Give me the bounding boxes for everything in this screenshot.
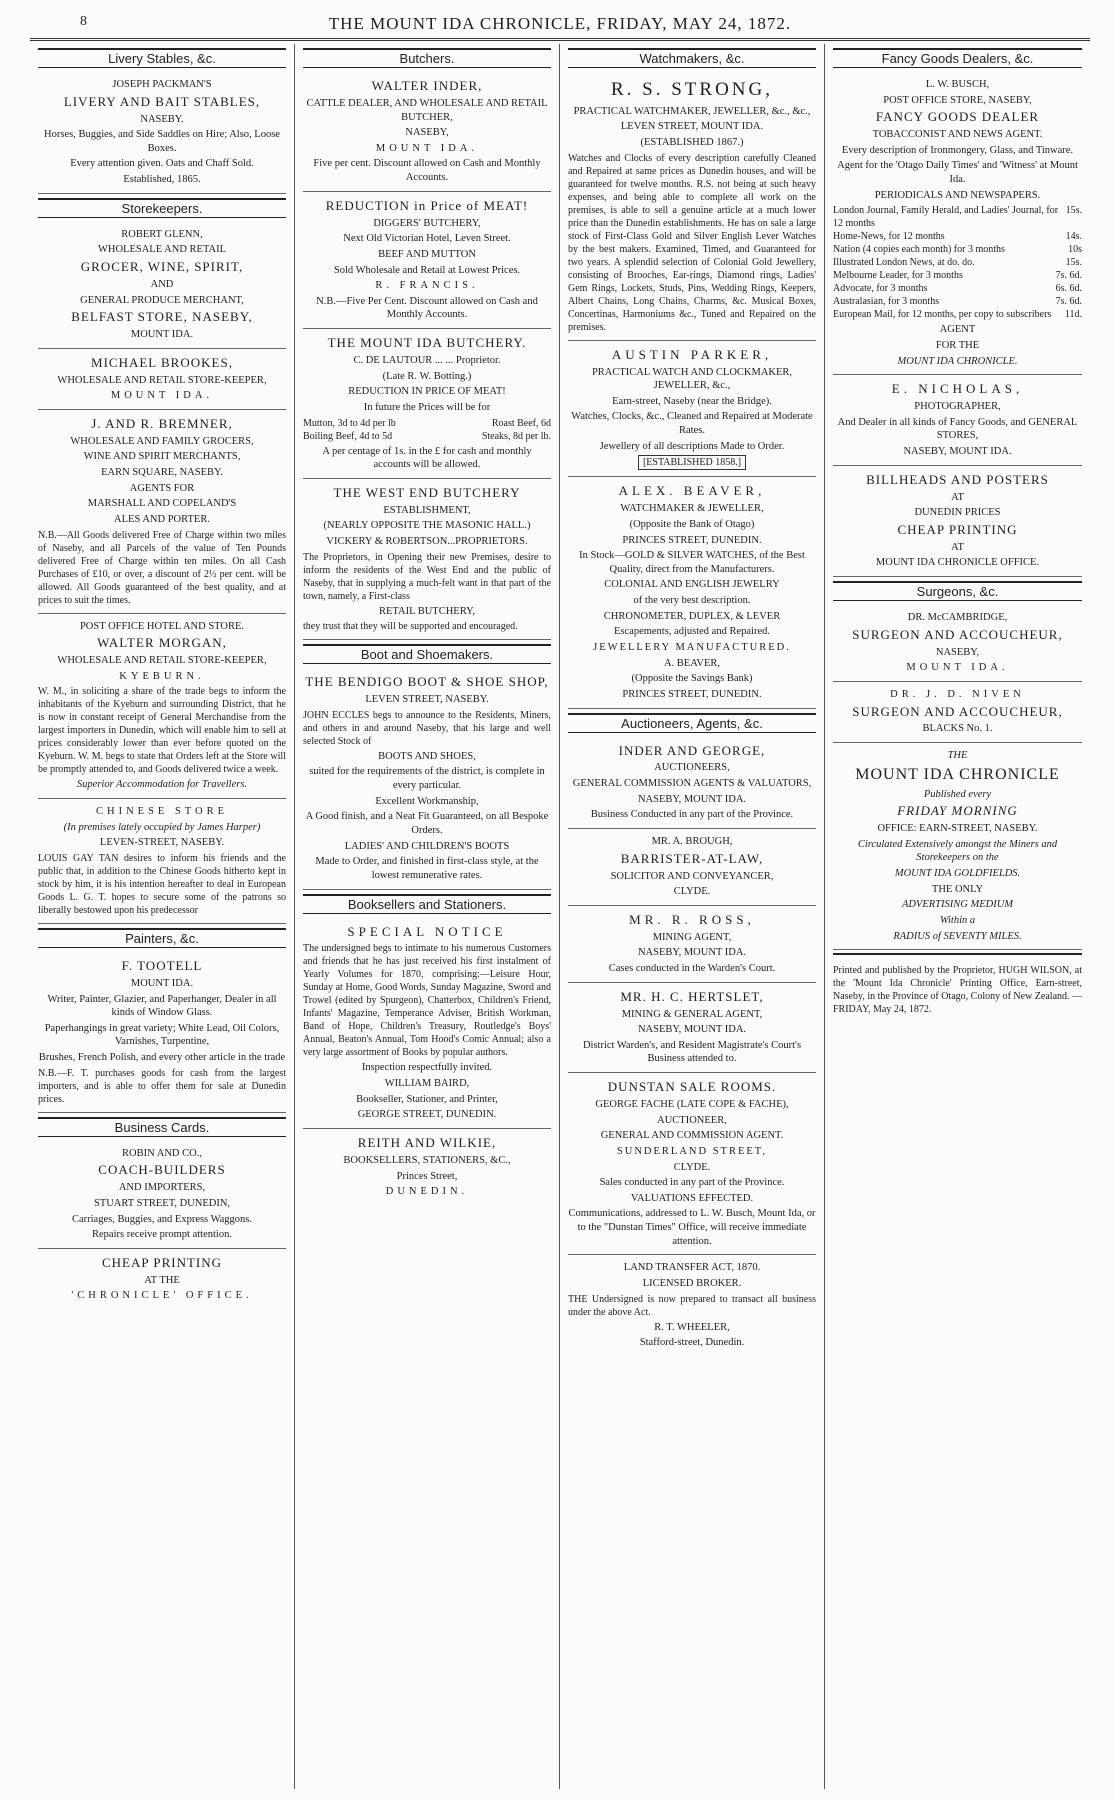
ad-title: THE BENDIGO BOOT & SHOE SHOP,: [305, 674, 549, 690]
ad-line: TOBACCONIST AND NEWS AGENT.: [872, 129, 1043, 141]
ad-mccambridge: [833, 605, 1082, 682]
ad-body: JOHN ECCLES begs to announce to the Residents, Miners, and others in and around Naseby, that his large and well selected Stock of: [303, 709, 551, 747]
ad-line: WHOLESALE AND RETAIL STORE-KEEPER,: [57, 655, 267, 667]
ad-line: CATTLE DEALER, AND WHOLESALE AND RETAIL BUTCHER,: [306, 97, 548, 123]
ad-line: MOUNT IDA CHRONICLE.: [897, 355, 1018, 367]
ad-line: STUART STREET, DUNEDIN,: [93, 1197, 231, 1209]
ad-line: (Opposite the Bank of Otago): [629, 518, 755, 530]
ad-title: MOUNT IDA CHRONICLE: [855, 765, 1060, 783]
ad-line: Within a: [939, 914, 976, 926]
ad-line: BOOTS AND SHOES,: [378, 750, 476, 762]
price-list-row: [833, 295, 1082, 308]
price-list-item: Australasian, for 3 months: [833, 296, 940, 308]
ad-line: MOUNT IDA.: [375, 142, 479, 154]
section-watchmakers: Watchmakers, &c.: [568, 48, 816, 68]
ad-tootell: [38, 952, 286, 1113]
ad-line: WHOLESALE AND RETAIL: [97, 244, 227, 256]
ad-line: BELFAST STORE, NASEBY,: [71, 309, 253, 325]
ad-line: MARSHALL AND COPELAND'S: [87, 498, 237, 510]
ad-line: Earn-street, Naseby (near the Bridge).: [612, 395, 772, 407]
ad-line: NASEBY, MOUNT IDA.: [637, 793, 747, 805]
ad-parker: [568, 341, 816, 478]
price-list-item: European Mail, for 12 months, per copy to subscribers: [833, 309, 1052, 321]
ad-title: BARRISTER-AT-LAW,: [620, 850, 764, 866]
ad-line: PRACTICAL WATCHMAKER, JEWELLER, &c., &c.,: [573, 105, 811, 117]
ad-line: RETAIL BUTCHERY,: [379, 605, 475, 617]
imprint-text: Printed and published by the Proprietor, HUGH WILSON, at the 'Mount Ida Chronicle' Printing Office, Earn-street, Naseby, in the Province of Otago, Colony of New Zealand. —FRIDAY, May 24, 1872.: [833, 965, 1083, 1016]
ad-line: WHOLESALE AND RETAIL STORE-KEEPER,: [57, 374, 267, 386]
ad-line: JEWELLERY MANUFACTURED.: [593, 642, 791, 653]
ad-title: BILLHEADS AND POSTERS: [866, 471, 1049, 487]
ad-title: THE WEST END BUTCHERY: [333, 484, 521, 500]
ad-line: Escapements, adjusted and Repaired.: [614, 626, 770, 638]
ad-line: MINING & GENERAL AGENT,: [621, 1008, 763, 1020]
ad-imprint: [833, 958, 1082, 1022]
ad-line: Circulated Extensively amongst the Miners and Storekeepers on the: [857, 838, 1058, 864]
ad-line: POST OFFICE HOTEL AND STORE.: [79, 620, 245, 632]
ad-line: LADIES' AND CHILDREN'S BOOTS: [344, 840, 510, 852]
ad-line: WINE AND SPIRIT MERCHANTS,: [83, 451, 241, 463]
ad-line: ROBERT GLENN,: [121, 228, 203, 240]
ad-title: FANCY GOODS DEALER: [875, 109, 1040, 125]
ad-line: SUNDERLAND STREET,: [616, 1145, 768, 1157]
price-list-item: Nation (4 copies each month) for 3 months: [833, 244, 1005, 256]
ad-line: THE ONLY: [931, 883, 984, 895]
ad-line: GEORGE STREET, DUNEDIN.: [357, 1109, 497, 1121]
ad-body: W. M., in soliciting a share of the trade begs to inform the inhabitants of the Kyeburn and surrounding District, that he is now in constant receipt of General Merchandise from the largest importers in Dunedin, which will enable him to sell at prices considerably lower than ever before quoted on the Kyeburn. W. M. begs to state that Orders left at the Store will be promptly attended to, and Goods delivered twice a week.: [38, 686, 286, 776]
ad-title: WALTER MORGAN,: [97, 635, 227, 651]
ad-reith: [303, 1129, 551, 1205]
price-list-price: 15s.: [1065, 205, 1082, 217]
ad-line: (ESTABLISHED 1867.): [640, 136, 744, 148]
ad-dunstan: [568, 1073, 816, 1255]
ad-line: Superior Accommodation for Travellers.: [76, 779, 248, 791]
ad-line: In Stock—GOLD & SILVER WATCHES, of the Best Quality, direct from the Manufacturers.: [579, 550, 805, 575]
ad-line: LICENSED BROKER.: [642, 1278, 742, 1290]
ad-line: Published every: [923, 788, 992, 800]
ad-line: Business Conducted in any part of the Province.: [590, 809, 794, 821]
ad-chinese-store: [38, 799, 286, 924]
ad-title: SURGEON AND ACCOUCHEUR,: [852, 703, 1063, 719]
ad-line: DR. McCAMBRIDGE,: [907, 612, 1008, 624]
price-list-item: Melbourne Leader, for 3 months: [833, 270, 963, 282]
ad-line: Paperhangings in great variety; White Lead, Oil Colors, Varnishes, Turpentine,: [44, 1022, 280, 1048]
ad-line: AND: [150, 278, 174, 290]
established-box: [ESTABLISHED 1858.]: [638, 455, 746, 470]
ad-title: WALTER INDER,: [371, 78, 483, 93]
ad-line: MR. A. BROUGH,: [651, 836, 733, 848]
ad-body: THE Undersigned is now prepared to transact all business under the above Act.: [568, 1293, 816, 1318]
ad-title: THE MOUNT IDA BUTCHERY.: [327, 335, 527, 351]
ad-line: FRIDAY MORNING: [897, 803, 1018, 819]
ad-line: Sales conducted in any part of the Province.: [599, 1177, 785, 1189]
ad-line: ADVERTISING MEDIUM: [901, 899, 1014, 911]
price-list-price: 14s.: [1065, 231, 1082, 243]
ad-line: PHOTOGRAPHER,: [914, 401, 1001, 413]
ad-line: AUCTIONEERS,: [654, 762, 730, 774]
ad-brookes: [38, 349, 286, 410]
ad-line: ROBIN AND CO.,: [122, 1147, 202, 1159]
ad-body: N.B.—F. T. purchases goods for cash from the largest importers, and is able to offer them for sale at Dunedin prices.: [38, 1067, 286, 1105]
ad-title: MICHAEL BROOKES,: [91, 354, 233, 370]
divider: [833, 953, 1082, 955]
ad-line: WILLIAM BAIRD,: [384, 1078, 470, 1090]
ad-line: Sold Wholesale and Retail at Lowest Prices.: [333, 264, 521, 276]
ad-title: REITH AND WILKIE,: [357, 1135, 497, 1151]
ad-line: L. W. BUSCH,: [925, 79, 990, 90]
ad-line: VALUATIONS EFFECTED.: [630, 1192, 754, 1204]
price-cell: Mutton, 3d to 4d per lb: [303, 417, 396, 429]
ad-billheads: [833, 466, 1082, 577]
ad-line: MOUNT IDA.: [906, 662, 1009, 674]
ad-robin: [38, 1141, 286, 1249]
ad-line: A Good finish, and a Neat Fit Guaranteed, on all Bespoke Orders.: [305, 811, 549, 837]
section-fancy-goods: Fancy Goods Dealers, &c.: [833, 48, 1082, 68]
section-surgeons: Surgeons, &c.: [833, 581, 1082, 601]
ad-line: Excellent Workmanship,: [375, 795, 479, 807]
ad-line: Communications, addressed to L. W. Busch, Mount Ida, or to the "Dunstan Times" Office, will receive immediate attention.: [568, 1208, 816, 1247]
ad-line: R. FRANCIS.: [375, 280, 479, 292]
ad-beaver: [568, 477, 816, 708]
ad-diggers-butchery: [303, 192, 551, 329]
ad-morgan: [38, 614, 286, 799]
ad-line: ALES AND PORTER.: [114, 513, 210, 525]
ad-line: A per centage of 1s. in the £ for cash and monthly accounts will be allowed.: [322, 445, 532, 471]
ad-line: AGENT: [939, 324, 976, 336]
ad-line: Inspection respectfully invited.: [361, 1062, 493, 1074]
ad-line: CLYDE.: [673, 1161, 711, 1173]
ad-line: Brushes, French Polish, and every other article in the trade: [38, 1052, 286, 1064]
ad-body: LOUIS GAY TAN desires to inform his friends and the public that, in addition to the Chinese Goods hitherto kept in stock by him, it is his intention hereafter to deal in European Goods L. G. T. hopes to secure some of the patrons so liberally bestowed upon his predecessor: [38, 853, 286, 916]
ad-line: VICKERY & ROBERTSON...PROPRIETORS.: [326, 536, 528, 548]
price-list-item: Advocate, for 3 months: [833, 283, 928, 295]
price-cell: Steaks, 8d per lb.: [481, 430, 551, 442]
ad-line: THE: [947, 750, 968, 762]
ad-line: A. BEAVER,: [663, 657, 721, 669]
ad-line: 'CHRONICLE' OFFICE.: [71, 1290, 253, 1302]
ad-line: LEVEN STREET, MOUNT IDA.: [620, 121, 764, 133]
ad-line: Stafford-street, Dunedin.: [639, 1337, 745, 1349]
price-row: [303, 417, 551, 430]
ad-hertslet: [568, 983, 816, 1073]
section-livery: Livery Stables, &c.: [38, 48, 286, 68]
ad-glenn: [38, 222, 286, 349]
ad-line: (NEARLY OPPOSITE THE MASONIC HALL.): [323, 520, 531, 532]
ad-title: SURGEON AND ACCOUCHEUR,: [852, 626, 1063, 642]
ad-title: CHINESE STORE: [95, 806, 229, 818]
ad-line: (In premises lately occupied by James Harper): [63, 821, 261, 833]
price-list-row: [833, 308, 1082, 321]
ad-title: SPECIAL NOTICE: [347, 923, 507, 939]
ad-line: AT: [951, 491, 964, 503]
ad-line: (Opposite the Savings Bank): [631, 673, 753, 685]
ad-land-transfer: [568, 1255, 816, 1356]
ad-title: COACH-BUILDERS: [98, 1162, 226, 1178]
ad-baird: [303, 918, 551, 1129]
ad-title: REDUCTION in Price of MEAT!: [325, 197, 529, 213]
ad-title: LIVERY AND BAIT STABLES,: [63, 93, 261, 109]
ad-chronicle: [833, 743, 1082, 950]
ad-line: WATCHMAKER & JEWELLER,: [620, 503, 764, 515]
periodical-price-list: [833, 204, 1082, 321]
ad-line: DIGGERS' BUTCHERY,: [373, 217, 481, 229]
price-list-row: [833, 243, 1082, 256]
section-butchers: Butchers.: [303, 48, 551, 68]
ad-mount-ida-butchery: [303, 329, 551, 479]
ad-title: E. NICHOLAS,: [891, 381, 1024, 397]
ad-line: Every attention given. Oats and Chaff Sold.: [70, 158, 254, 170]
ad-line: And Dealer in all kinds of Fancy Goods, and GENERAL STORES,: [837, 416, 1078, 442]
ad-line: EARN SQUARE, NASEBY.: [101, 467, 223, 479]
ad-line: AUCTIONEER,: [657, 1114, 727, 1126]
ad-line: MINING AGENT,: [652, 931, 732, 943]
ad-line: GENERAL COMMISSION AGENTS & VALUATORS,: [572, 778, 812, 790]
ad-busch: [833, 72, 1082, 375]
ad-line: BLACKS No. 1.: [922, 723, 993, 735]
ad-line: Cases conducted in the Warden's Court.: [608, 963, 776, 974]
ad-line: PRINCES STREET, DUNEDIN.: [622, 534, 762, 546]
columns: [30, 44, 1090, 1789]
ad-line: MOUNT IDA.: [130, 329, 194, 341]
ad-line: Jewellery of all descriptions Made to Order.: [599, 440, 785, 452]
ad-line: ESTABLISHMENT,: [383, 504, 471, 516]
price-list-item: Home-News, for 12 months: [833, 231, 945, 243]
price-list-row: [833, 269, 1082, 282]
price-list-row: [833, 256, 1082, 269]
price-list-row: [833, 282, 1082, 295]
ad-line: In future the Prices will be for: [363, 401, 491, 413]
ad-line: Horses, Buggies, and Side Saddles on Hire; Also, Loose Boxes.: [44, 129, 280, 154]
ad-line: AGENTS FOR: [129, 482, 195, 494]
ad-line: DUNEDIN PRICES: [914, 507, 1001, 519]
ad-line: BEEF AND MUTTON: [378, 248, 476, 260]
ad-line: Established, 1865.: [123, 174, 201, 186]
ad-line: Next Old Victorian Hotel, Leven Street.: [343, 233, 511, 245]
price-cell: Boiling Beef, 4d to 5d: [303, 430, 393, 442]
ad-title: DUNSTAN SALE ROOMS.: [607, 1079, 777, 1095]
ad-line: JOSEPH PACKMAN'S: [112, 79, 212, 90]
price-list-price: 10s: [1068, 244, 1082, 256]
price-row: [303, 430, 551, 443]
price-list-price: 15s.: [1065, 257, 1082, 269]
price-list-price: 6s. 6d.: [1055, 283, 1082, 295]
ad-title: R. S. STRONG,: [611, 79, 773, 100]
column-4: [825, 44, 1090, 1789]
ad-line: PRINCES STREET, DUNEDIN.: [622, 688, 762, 700]
ad-line: FOR THE: [935, 340, 980, 352]
ad-line: C. DE LAUTOUR ... ... Proprietor.: [353, 355, 501, 366]
ad-line: NASEBY, MOUNT IDA.: [637, 1024, 747, 1036]
ad-line: RADIUS of SEVENTY MILES.: [893, 930, 1022, 942]
ad-line: BOOKSELLERS, STATIONERS, &C.,: [343, 1154, 511, 1166]
ad-line: CLYDE.: [673, 886, 711, 898]
ad-line: REDUCTION IN PRICE OF MEAT!: [348, 386, 506, 398]
ad-line: Princes Street,: [396, 1170, 458, 1182]
ad-title: F. TOOTELL: [121, 958, 203, 973]
price-list-price: 7s. 6d.: [1055, 270, 1082, 282]
ad-title: MR. H. C. HERTSLET,: [620, 988, 764, 1004]
ad-line: COLONIAL AND ENGLISH JEWELRY: [604, 579, 780, 591]
newspaper-title: THE MOUNT IDA CHRONICLE, FRIDAY, MAY 24, 1872.: [328, 14, 792, 33]
price-list-row: [833, 230, 1082, 243]
ad-line: Bookseller, Stationer, and Printer,: [356, 1093, 498, 1105]
ad-line: LEVEN STREET, NASEBY.: [365, 694, 489, 706]
ad-line: DR. J. D. NIVEN: [890, 688, 1025, 700]
ad-west-end-butchery: [303, 479, 551, 640]
ad-ross: [568, 906, 816, 983]
ad-line: SOLICITOR AND CONVEYANCER,: [610, 870, 774, 882]
price-list-row: [833, 204, 1082, 230]
price-list-price: 7s. 6d.: [1055, 296, 1082, 308]
ad-niven: [833, 682, 1082, 743]
ad-line: PRACTICAL WATCH AND CLOCKMAKER, JEWELLER, &c.,: [591, 366, 793, 392]
ad-line: AT THE: [144, 1274, 180, 1286]
ad-line: suited for the requirements of the district, is complete in every particular.: [309, 766, 545, 792]
ad-cheap-printing: [38, 1249, 286, 1309]
column-3: [560, 44, 825, 1789]
ad-line: Every description of Ironmongery, Glass, and Tinware.: [841, 144, 1074, 156]
ad-brough: [568, 829, 816, 906]
ad-inder: [303, 72, 551, 192]
column-1: [30, 44, 295, 1789]
ad-title: J. AND R. BREMNER,: [91, 415, 233, 431]
ad-title: AUSTIN PARKER,: [611, 346, 773, 362]
ad-nicholas: [833, 375, 1082, 465]
ad-line: (Late R. W. Botting.): [382, 370, 472, 382]
ad-line: OFFICE: EARN-STREET, NASEBY.: [877, 823, 1038, 835]
ad-line: Writer, Painter, Glazier, and Paperhanger, Dealer in all kinds of Window Glass.: [47, 993, 277, 1019]
ad-line: NASEBY, MOUNT IDA.: [903, 446, 1012, 458]
ad-line: DUNEDIN.: [385, 1186, 469, 1198]
ad-line: NASEBY, MOUNT IDA.: [637, 947, 747, 959]
ad-line: AT: [951, 541, 964, 553]
price-list-item: London Journal, Family Herald, and Ladies' Journal, for 12 months: [833, 205, 1059, 230]
ad-line: GENERAL AND COMMISSION AGENT.: [600, 1130, 784, 1142]
column-2: [295, 44, 560, 1789]
ad-title: CHEAP PRINTING: [897, 521, 1018, 537]
ad-bremner: [38, 410, 286, 614]
ad-line: Agent for the 'Otago Daily Times' and 'Witness' at Mount Ida.: [837, 160, 1078, 186]
ad-body: The undersigned begs to intimate to his numerous Customers and friends that he has just received his first instalment of Yearly Volumes for 1870, comprising:—Leisure Hour, Sunday at Home, Good Words, Sunday Magazine, Sword and Trowel (edited by Spurgeon), Chatterbox, Children's Friend, Infants' Magazine, Temperance Adviser, British Workman, Band of Hope, Children's Treasury, Routledge's Boys' Annual, Beaton's Annual, Tom Hood's Comic Annual; also a very large assortment of Books by popular authors.: [303, 943, 551, 1059]
ad-line: MOUNT IDA CHRONICLE OFFICE.: [875, 557, 1040, 569]
section-painters: Painters, &c.: [38, 928, 286, 948]
page-number: 8: [80, 14, 87, 29]
section-business-cards: Business Cards.: [38, 1117, 286, 1137]
ad-line: R. T. WHEELER,: [654, 1321, 730, 1333]
section-storekeepers: Storekeepers.: [38, 198, 286, 218]
ad-line: Five per cent. Discount allowed on Cash and Monthly Accounts.: [313, 158, 541, 184]
ad-body: Watches and Clocks of every description carefully Cleaned and Repaired at same prices as Dunedin houses, and will be guaranteed for twelve months. R.S. not being at such heavy expenses, and being able to complete all work on the premises, is able to sell a genuine article at a much lower price than the Dunedin establishments. He has on sale a large stock of First-Class Gold and Silver English Lever Watches by the best makers. Examined, Timed, and Guaranteed for two years. A splendid selection of Colonial Gold Jewellery, consisting of Brooches, Ear-rings, Diamond rings, Ladies' Gem Rings, Lockets, Studs, Pins, Wedding Rings, Keepers, Albert Chains, Long Chains, Charms, &c. Musical Boxes, Concertinas, Harmoniums &c., Tuned and Repaired on the premises.: [568, 152, 816, 333]
ad-line: MOUNT IDA.: [110, 390, 214, 402]
ad-title: ALEX. BEAVER,: [618, 483, 766, 499]
ad-line: District Warden's, and Resident Magistrate's Court's Business attended to.: [582, 1039, 802, 1065]
ad-title: MR. R. ROSS,: [629, 911, 755, 927]
ad-line: KYEBURN.: [119, 670, 205, 682]
ad-body: they trust that they will be supported and encouraged.: [303, 621, 518, 633]
ad-body: The Proprietors, in Opening their new Premises, desire to inform the residents of the West End and the public of Naseby, that in supplying a much-felt want in that part of the town, namely, a First-class: [303, 551, 551, 602]
ad-line: GEORGE FACHE (LATE COPE & FACHE),: [595, 1098, 789, 1110]
ad-line: Made to Order, and finished in first-class style, at the lowest remunerative rates.: [315, 856, 539, 881]
ad-line: POST OFFICE STORE, NASEBY,: [883, 94, 1032, 106]
ad-line: Carriages, Buggies, and Express Waggons.: [71, 1213, 253, 1225]
ad-line: NASEBY,: [935, 646, 980, 658]
ad-strong: [568, 72, 816, 341]
ad-title: GROCER, WINE, SPIRIT,: [80, 259, 244, 275]
price-cell: Roast Beef, 6d: [491, 417, 551, 429]
ad-title: INDER AND GEORGE,: [618, 742, 766, 758]
ad-line: NASEBY,: [405, 127, 449, 139]
ad-line: N.B.—Five Per Cent. Discount allowed on Cash and Monthly Accounts.: [316, 295, 538, 321]
ad-line: WHOLESALE AND FAMILY GROCERS,: [70, 435, 254, 447]
ad-line: Watches, Clocks, &c., Cleaned and Repaired at Moderate Rates.: [571, 411, 813, 437]
ad-line: Repairs receive prompt attention.: [92, 1229, 232, 1241]
ad-line: LEVEN-STREET, NASEBY.: [99, 837, 225, 849]
ad-body: N.B.—All Goods delivered Free of Charge within two miles of Naseby, and all Parcels of the value of Ten Pounds delivered Free of Charge within ten miles. On all Cash Purchases of £10, or over, a discount of 2½ per cent. will be allowed. All Goods guaranteed of the best quality, and at prices to suit the times.: [38, 529, 286, 606]
ad-line: LAND TRANSFER ACT, 1870.: [623, 1262, 761, 1274]
section-boot: Boot and Shoemakers.: [303, 644, 551, 664]
ad-bendigo: [303, 668, 551, 889]
ad-line: MOUNT IDA GOLDFIELDS.: [894, 867, 1021, 879]
section-auctioneers: Auctioneers, Agents, &c.: [568, 713, 816, 733]
price-list-price: 11d.: [1064, 309, 1082, 321]
ad-line: MOUNT IDA.: [130, 977, 194, 989]
price-list-item: Illustrated London News, at do. do.: [833, 257, 975, 269]
ad-line: AND IMPORTERS,: [118, 1182, 206, 1194]
ad-line: CHRONOMETER, DUPLEX, & LEVER: [603, 610, 781, 622]
ad-line: GENERAL PRODUCE MERCHANT,: [80, 294, 244, 306]
ad-line: of the very best description.: [633, 595, 751, 607]
ad-inder-george: [568, 737, 816, 829]
ad-line: NASEBY.: [140, 113, 184, 125]
ad-title: CHEAP PRINTING: [101, 1254, 223, 1270]
section-booksellers: Booksellers and Stationers.: [303, 894, 551, 914]
masthead: [30, 10, 1090, 41]
ad-packman: [38, 72, 286, 194]
ad-line: PERIODICALS AND NEWSPAPERS.: [874, 189, 1041, 201]
